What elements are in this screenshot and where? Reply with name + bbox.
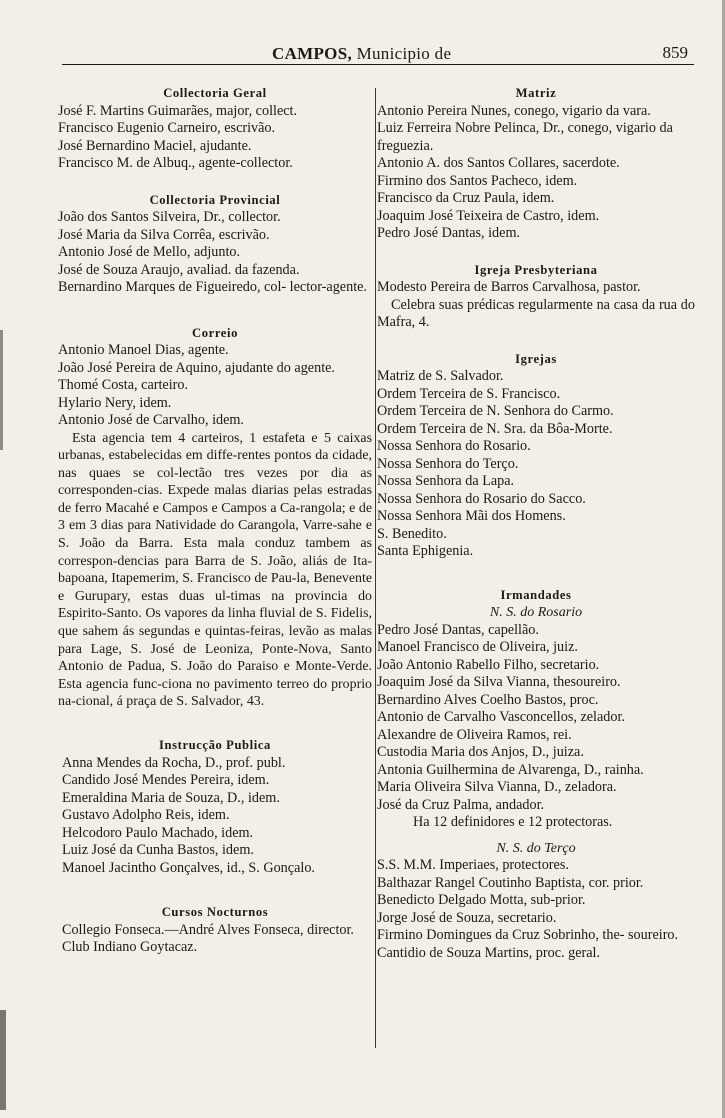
section-heading: Collectoria Provincial — [149, 192, 281, 207]
scan-edge-mark — [0, 330, 3, 450]
entry-continuation: lector-agente. — [289, 279, 367, 295]
entry: Joaquim José Teixeira de Castro, idem. — [377, 207, 600, 224]
entry: Manoel Francisco de Oliveira, juiz. — [377, 639, 578, 655]
entry-text: Firmino Domingues da Cruz Sobrinho, the- — [377, 927, 625, 943]
entry-text: Collegio Fonseca.—André Alves Fonseca, — [62, 921, 304, 938]
entry: José Bernardino Maciel, ajudante. — [58, 137, 252, 154]
entry: Cantidio de Souza Martins, proc. geral. — [377, 944, 601, 961]
entry: Emeraldina Maria de Souza, D., idem. — [62, 789, 280, 806]
sub-heading: N. S. do Terço — [496, 840, 576, 856]
correio-paragraph: Esta agencia tem 4 carteiros, 1 estafeta e 5 caixas urbanas, estabelecidas em diffe-rentes pontos da cidade, nas quaes se col-lectão tres vezes por dia as corresponden-cias. Expede malas diarias pelas estradas de ferro Macahé e Campos e Campos a Ca-rangola; e de 3 em 3 dias para Natividade do Carangola, Varre-sahe e S. João da Barra. Esta mala conduz tambem as correspon-dencias para Barra de S. João, aliás de Ita-bapoana, Itapemerim, S. Francisco de Pau-la, Benevente e Gurupary, estas duas ul-timas na provincia do Espirito-Santo. Os vapores da linha fluvial de S. Fidelis, que sahem ás segundas e quintas-feiras, levão as malas para Lage, S. José de Leoniza, Ponte-Nova, Santo Antonio de Padua, S. João do Paraiso e Monte-Verde. Esta agencia func-ciona no pavimento terreo do proprio na-cional, á praça de S. Salvador, 43. — [58, 430, 372, 710]
entry: Luiz José da Cunha Bastos, idem. — [62, 842, 254, 858]
sub-heading: N. S. do Rosario — [489, 605, 583, 620]
section-heading: Matriz — [515, 86, 557, 100]
entry-text: Bernardino Marques de Figueiredo, col- — [58, 279, 287, 295]
title-rest: Municipio de — [352, 44, 452, 63]
entry: José F. Martins Guimarães, major, collect. — [58, 102, 298, 119]
entry: José de Souza Araujo, avaliad. da fazenda. — [58, 261, 300, 278]
entry: Francisco M. de Albuq., agente-collector. — [58, 155, 293, 171]
entry-text: Balthazar Rangel Coutinho Baptista, cor. — [377, 874, 610, 891]
entry: Ordem Terceira de N. Senhora do Carmo. — [377, 403, 614, 419]
entry: Thomé Costa, carteiro. — [58, 377, 189, 393]
section-heading: Cursos Nocturnos — [161, 905, 269, 919]
entry: Ordem Terceira de S. Francisco. — [377, 385, 561, 402]
entry-continuation: vara. — [622, 102, 651, 119]
entry: Antonio José de Carvalho, idem. — [58, 412, 244, 428]
section-heading: Correio — [192, 325, 238, 340]
entry-text: Modesto Pereira de Barros Carvalhosa, — [377, 279, 600, 295]
entry-continuation: rainha. — [604, 761, 644, 778]
presbyteriana-paragraph: Celebra suas prédicas regularmente na casa da rua do Mafra, 4. — [377, 296, 695, 330]
entry: Antonio A. dos Santos Collares, sacerdote. — [377, 155, 620, 171]
page-number: 859 — [662, 43, 688, 62]
section-heading: Instrucção Publica — [159, 738, 271, 752]
entry — [377, 103, 695, 121]
entry-text: Antonio Pereira Nunes, conego, vigario da — [377, 102, 620, 119]
entry: Antonio José de Mello, adjunto. — [58, 244, 241, 260]
entry: Gustavo Adolpho Reis, idem. — [62, 807, 230, 823]
entry-text: Antonia Guilhermina de Alvarenga, D., — [377, 761, 602, 778]
entry: Ordem Terceira de N. Sra. da Bôa-Morte. — [377, 420, 613, 437]
entry: Anna Mendes da Rocha, D., prof. publ. — [62, 754, 286, 771]
entry-continuation: pastor. — [603, 279, 641, 295]
entry: Nossa Senhora do Rosario. — [377, 438, 531, 454]
scan-edge-mark — [0, 1010, 6, 1110]
entry: Antonio de Carvalho Vasconcellos, zelador. — [377, 709, 625, 725]
entry: S.S. M.M. Imperiaes, protectores. — [377, 857, 569, 873]
entry-continuation: agente. — [294, 359, 335, 376]
entry-text: Luiz Ferreira Nobre Pelinca, Dr., conego, — [377, 120, 613, 136]
entry: Francisco da Cruz Paula, idem. — [377, 190, 555, 206]
entry — [377, 120, 695, 155]
entry-continuation: soureiro. — [628, 927, 679, 943]
entry: Nossa Senhora do Rosario do Sacco. — [377, 490, 586, 507]
section-heading: Igrejas — [515, 351, 557, 366]
right-column — [377, 85, 695, 962]
entry: João dos Santos Silveira, Dr., collector. — [58, 209, 281, 225]
entry: Alexandre de Oliveira Ramos, rei. — [377, 726, 572, 743]
entry-continuation: prior. — [613, 874, 644, 891]
section-heading: Collectoria Geral — [163, 86, 267, 100]
entry: Pedro José Dantas, idem. — [377, 225, 521, 241]
entry: José da Cruz Palma, andador. — [377, 796, 545, 813]
running-title — [272, 44, 451, 64]
entry: João Antonio Rabello Filho, secretario. — [377, 656, 600, 673]
entry: José Maria da Silva Corrêa, escrivão. — [58, 226, 270, 243]
entry — [377, 875, 695, 893]
entry: Nossa Senhora do Terço. — [377, 455, 519, 472]
entry: Nossa Senhora da Lapa. — [377, 473, 515, 489]
left-column — [58, 85, 372, 957]
title-place: CAMPOS, — [272, 44, 353, 63]
entry: Pedro José Dantas, capellão. — [377, 621, 539, 638]
entry: Bernardino Alves Coelho Bastos, proc. — [377, 691, 599, 708]
entry: Helcodoro Paulo Machado, idem. — [62, 824, 254, 841]
entry — [58, 279, 372, 297]
entry: Manoel Jacintho Gonçalves, id., S. Gonçalo. — [62, 859, 315, 876]
entry: Candido José Mendes Pereira, idem. — [62, 772, 270, 788]
entry: Jorge José de Souza, secretario. — [377, 909, 557, 926]
entry: Antonio Manoel Dias, agente. — [58, 342, 229, 358]
entry: Club Indiano Goytacaz. — [62, 939, 198, 955]
entry: Joaquim José da Silva Vianna, thesoureiro. — [377, 674, 621, 690]
page-header — [62, 36, 694, 65]
entry — [58, 922, 372, 940]
entry — [58, 360, 372, 378]
entry: Matriz de S. Salvador. — [377, 368, 504, 384]
entry-continuation: vigario da freguezia. — [377, 120, 673, 154]
entry: Firmino dos Santos Pacheco, idem. — [377, 172, 578, 189]
entry: Santa Ephigenia. — [377, 543, 474, 559]
entry: Francisco Eugenio Carneiro, escrivão. — [58, 120, 276, 136]
entry — [377, 279, 695, 297]
entry: Hylario Nery, idem. — [58, 394, 172, 411]
column-divider — [375, 88, 376, 1048]
section-heading: Igreja Presbyteriana — [474, 262, 598, 277]
entry: Custodia Maria dos Anjos, D., juiza. — [377, 744, 584, 760]
note: Ha 12 definidores e 12 protectoras. — [413, 814, 613, 830]
entry — [377, 762, 695, 780]
entry: S. Benedito. — [377, 525, 447, 542]
entry-text: João José Pereira de Aquino, ajudante do — [58, 359, 291, 376]
entry — [377, 927, 695, 945]
entry: Benedicto Delgado Motta, sub-prior. — [377, 892, 586, 908]
entry-continuation: director. — [307, 921, 354, 938]
entry: Nossa Senhora Mãi dos Homens. — [377, 508, 566, 524]
entry: Maria Oliveira Silva Vianna, D., zeladora. — [377, 779, 617, 795]
section-heading: Irmandades — [500, 587, 572, 602]
